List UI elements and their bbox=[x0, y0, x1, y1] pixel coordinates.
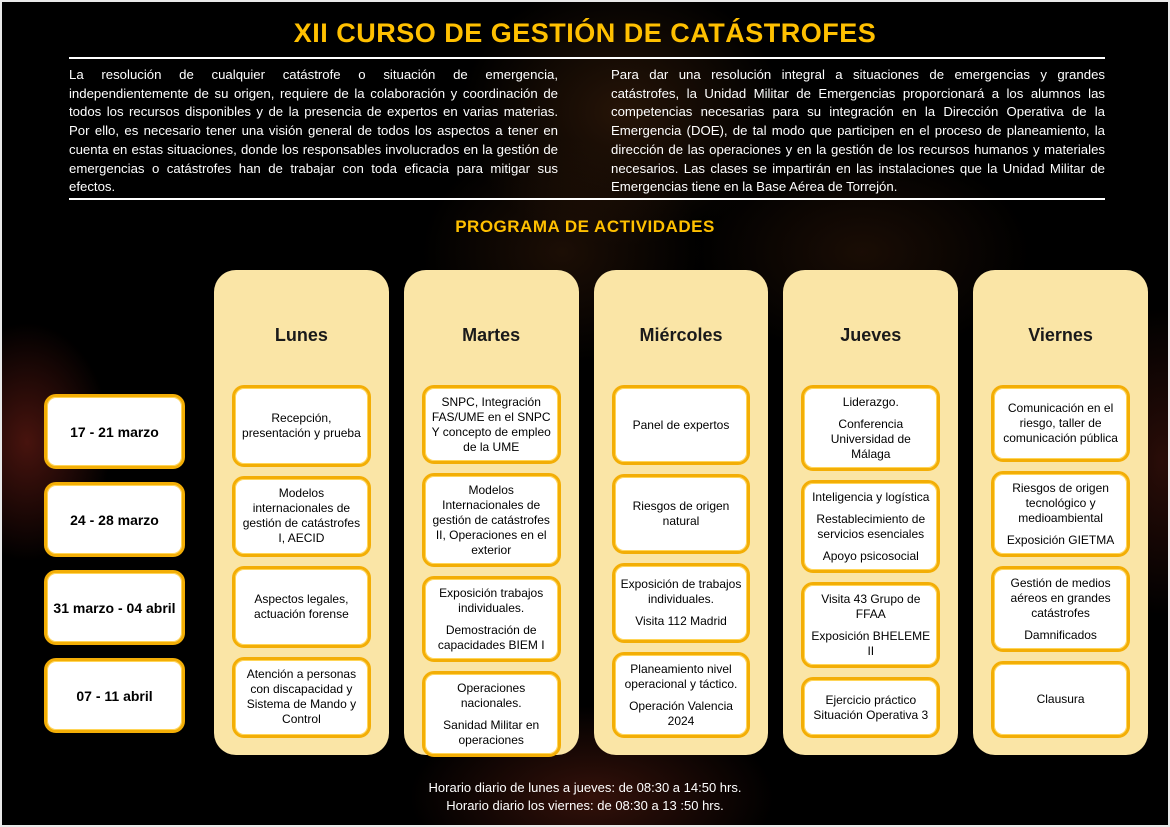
activity-cell bbox=[232, 476, 371, 558]
activity-text: Gestión de medios aéreos en grandes catástrofes bbox=[1010, 575, 1111, 620]
day-header: Martes bbox=[462, 325, 521, 345]
activity-text: Exposición BHELEME II bbox=[811, 628, 931, 658]
activity-cell bbox=[232, 385, 371, 467]
activity-text: Restablecimiento de servicios esenciales bbox=[816, 511, 926, 541]
activity-text: Planeamiento nivel operacional y táctico. bbox=[624, 661, 738, 691]
day-cells bbox=[612, 385, 751, 738]
day-header: Lunes bbox=[274, 325, 328, 345]
activity-text: Sanidad Militar en operaciones bbox=[443, 717, 540, 747]
activity-text: Modelos Internacionales de gestión de catástrofes II, Operaciones en el exterior bbox=[432, 482, 550, 557]
activity-text: Exposición de trabajos individuales. bbox=[620, 577, 742, 606]
activity-cell bbox=[612, 385, 751, 465]
activity-text: Operaciones nacionales. bbox=[457, 680, 526, 710]
activity-cell bbox=[991, 471, 1130, 557]
activity-text: Liderazgo. bbox=[842, 394, 899, 409]
activity-text: Aspectos legales, actuación forense bbox=[254, 591, 349, 621]
activity-text: Modelos internacionales de gestión de catástrofes I, AECID bbox=[242, 486, 361, 546]
day-header: Jueves bbox=[840, 325, 902, 345]
activity-text: Inteligencia y logística bbox=[812, 489, 930, 504]
intro-paragraph-right: Para dar una resolución integral a situaciones de emergencias y grandes catástrofes, la Unidad Militar de Emergencias proporcionará a los alumnos las competencias necesarias para su integración en la Dirección Operativa de la Emergencia (DOE), de tal modo que participen en el proceso de planeamiento, la dirección de las operaciones y en la gestión de los recursos humanos y materiales necesarios. Las clases se impartirán en las instalaciones que la Unidad Militar de Emergencias tiene en la Base Aérea de Torrejón. bbox=[611, 67, 1105, 195]
activity-text: Riesgos de origen natural bbox=[632, 499, 730, 528]
intro-paragraph-left: La resolución de cualquier catástrofe o situación de emergencia, independientemente de su origen, requiere de la colaboración y coordinación de todos los recursos disponibles y de la presencia de expertos en varias materias. Por ello, es necesario tener una visión general de todos los aspectos a tener en cuenta en estas situaciones, donde los responsables involucrados en la gestión de emergencias o catástrofes han de trabajar con toda eficacia para mitigar sus efectos. bbox=[69, 67, 558, 195]
activity-text: Panel de expertos bbox=[632, 417, 730, 432]
page-title: XII CURSO DE GESTIÓN DE CATÁSTROFES bbox=[293, 18, 877, 48]
footer-schedule-hours bbox=[2, 779, 1168, 815]
footer-line-1: Horario diario de lunes a jueves: de 08:30 a 14:50 hrs. bbox=[428, 780, 742, 795]
activity-text: Riesgos de origen tecnológico y medioambiental bbox=[1012, 480, 1109, 525]
date-column bbox=[44, 394, 185, 733]
activity-cell bbox=[991, 385, 1130, 462]
activity-cell bbox=[422, 473, 561, 567]
day-column-viernes bbox=[973, 270, 1148, 755]
section-title: PROGRAMA DE ACTIVIDADES bbox=[455, 217, 715, 236]
activity-cell bbox=[801, 677, 940, 738]
activity-cell bbox=[422, 671, 561, 757]
date-range-box-3: 07 - 11 abril bbox=[44, 658, 185, 733]
days-grid bbox=[214, 270, 1148, 755]
activity-text: Ejercicio práctico Situación Operativa 3 bbox=[813, 692, 929, 722]
divider-top bbox=[69, 57, 1105, 59]
activity-text: Comunicación en el riesgo, taller de comunicación pública bbox=[1003, 401, 1118, 445]
activity-text: SNPC, Integración FAS/UME en el SNPC Y concepto de empleo de la UME bbox=[431, 394, 551, 454]
day-header: Miércoles bbox=[639, 325, 723, 345]
activity-text: Recepción, presentación y prueba bbox=[242, 410, 361, 440]
activity-text: Exposición trabajos individuales. bbox=[439, 585, 544, 615]
day-column-miercoles bbox=[594, 270, 769, 755]
date-range-box-0: 17 - 21 marzo bbox=[44, 394, 185, 469]
day-cells bbox=[801, 385, 940, 738]
activity-cell bbox=[612, 563, 751, 643]
day-header: Viernes bbox=[1028, 325, 1093, 345]
activity-cell bbox=[422, 576, 561, 662]
activity-cell bbox=[612, 652, 751, 738]
activity-text: Exposición GIETMA bbox=[1006, 532, 1115, 547]
day-cells bbox=[422, 385, 561, 747]
activity-text: Demostración de capacidades BIEM I bbox=[437, 622, 545, 652]
footer-line-2: Horario diario los viernes: de 08:30 a 13 :50 hrs. bbox=[446, 798, 724, 814]
day-column-lunes bbox=[214, 270, 389, 755]
activity-cell bbox=[232, 657, 371, 739]
activity-text: Damnificados bbox=[1024, 627, 1097, 642]
activity-cell bbox=[422, 385, 561, 464]
activity-cell bbox=[801, 582, 940, 668]
activity-cell bbox=[612, 474, 751, 554]
day-column-martes bbox=[404, 270, 579, 755]
activity-cell bbox=[232, 566, 371, 648]
activity-text: Visita 43 Grupo de FFAA bbox=[821, 591, 921, 621]
activity-text: Atención a personas con discapacidad y Sistema de Mando y Control bbox=[246, 667, 357, 727]
day-cells bbox=[991, 385, 1130, 738]
activity-text: Conferencia Universidad de Málaga bbox=[830, 416, 911, 461]
activity-cell bbox=[991, 566, 1130, 652]
date-range-box-2: 31 marzo - 04 abril bbox=[44, 570, 185, 645]
activity-text: Apoyo psicosocial bbox=[822, 548, 919, 563]
activity-text: Clausura bbox=[1036, 692, 1085, 706]
activity-text: Operación Valencia 2024 bbox=[629, 698, 733, 728]
activity-text: Visita 112 Madrid bbox=[635, 614, 727, 628]
activity-cell bbox=[801, 385, 940, 471]
activity-cell bbox=[801, 480, 940, 573]
date-range-box-1: 24 - 28 marzo bbox=[44, 482, 185, 557]
activity-cell bbox=[991, 661, 1130, 738]
day-cells bbox=[232, 385, 371, 738]
divider-bottom bbox=[69, 198, 1105, 200]
day-column-jueves bbox=[783, 270, 958, 755]
